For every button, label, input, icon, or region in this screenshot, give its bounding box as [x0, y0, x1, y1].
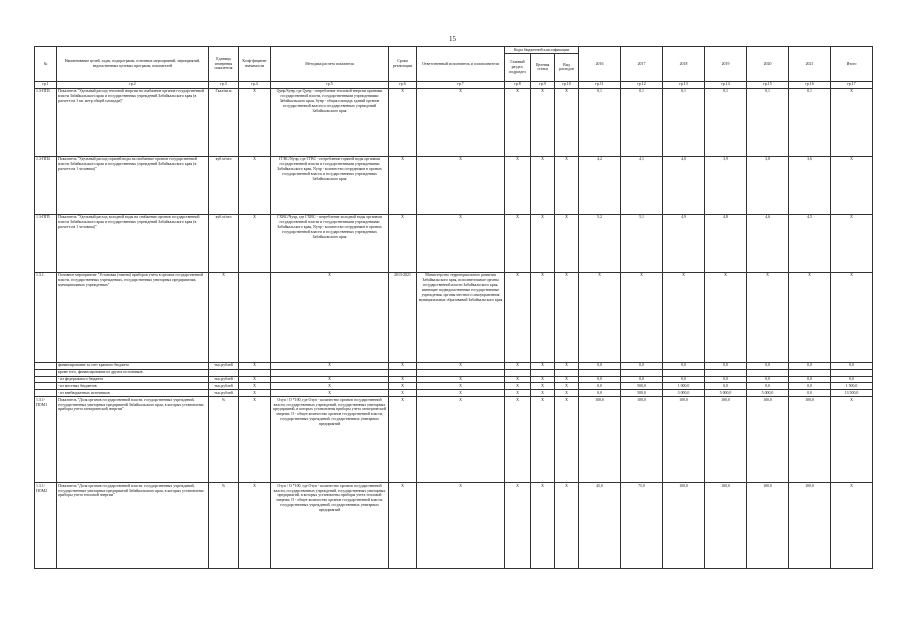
finance-year-value: 3 000,0: [663, 390, 705, 397]
row-num: [35, 383, 57, 390]
finance-method: X: [271, 383, 389, 390]
header-year: 2021: [789, 47, 831, 82]
finance-row: [35, 376, 873, 383]
row-year-value: 75,0: [621, 483, 663, 569]
row-responsible: Министерство территориального развития Забайкальского края, исполнительные органы государственной власти Забайкальского края, имеющие подведомственные государственные учреждения, органы местного самоуправления муниципальных образований Забайкальского края: [417, 272, 505, 362]
row-responsible: X: [417, 483, 505, 569]
row-year-value: 0,1: [705, 88, 747, 156]
page-number: 15: [449, 35, 456, 43]
row-budget-article: X: [531, 483, 555, 569]
header-year: 2017: [621, 47, 663, 82]
finance-year-value: [705, 369, 747, 376]
header-period: Сроки реализации: [389, 47, 417, 82]
finance-budget-type: X: [555, 383, 579, 390]
row-name: Показатель "Удельный расход тепловой энергии на снабжение органов государственной власти Забайкальского края и государственных учреждений Забайкальского края (в расчете на 1 кв. метр общей площади)": [57, 88, 209, 156]
finance-method: [271, 369, 389, 376]
header-total: Итого: [831, 47, 873, 82]
row-budget-type: X: [555, 214, 579, 272]
row-budget-type: X: [555, 156, 579, 214]
row-year-value: X: [621, 272, 663, 362]
row-name: Показатель "Удельный расход горячей воды на снабжение органов государственной власти Забайкальского края и государственных учреждений Забайкальского края (в расчете на 1 человека)": [57, 156, 209, 214]
header-method: Методика расчета показателя: [271, 47, 389, 82]
row-period: X: [389, 88, 417, 156]
row-method: Qунр/Sунр, где Qунр - потребление тепловой энергии органами государственной власти, государственными учреждениями Забайкальского края, Sунр - общая площадь зданий органов государственной власти и государственных учреждений Забайкальского края: [271, 88, 389, 156]
row-year-value: 4,9: [663, 214, 705, 272]
finance-budget-article: X: [531, 362, 555, 369]
finance-period: X: [389, 376, 417, 383]
row-name: Показатель "Удельный расход холодной воды на снабжение органов государственной власти Забайкальского края и государственных учреждений Забайкальского края (в расчете на 1 человека)": [57, 214, 209, 272]
finance-method: X: [271, 390, 389, 397]
finance-budget-section: [505, 369, 531, 376]
row-coef: X: [239, 483, 271, 569]
finance-year-value: 500,0: [621, 383, 663, 390]
column-number: гр.15: [747, 81, 789, 88]
row-year-value: 0,1: [579, 88, 621, 156]
row-coef: X: [239, 156, 271, 214]
row-year-value: 100,0: [663, 483, 705, 569]
row-coef: X: [239, 397, 271, 483]
finance-year-value: [621, 369, 663, 376]
row-num: 1.3.1-ПОМ1: [35, 397, 57, 483]
finance-budget-section: X: [505, 376, 531, 383]
column-number: гр.11: [579, 81, 621, 88]
finance-year-value: 0,0: [789, 390, 831, 397]
row-year-value: 100,0: [789, 397, 831, 483]
row-coef: [239, 272, 271, 362]
row-year-value: 100,0: [747, 397, 789, 483]
row-num: 1.3-ПП4: [35, 156, 57, 214]
row-year-value: 100,0: [705, 483, 747, 569]
finance-unit: [209, 369, 239, 376]
row-budget-article: X: [531, 214, 555, 272]
table-header: [35, 47, 873, 89]
row-budget-section: X: [505, 272, 531, 362]
row-unit: X: [209, 272, 239, 362]
header-year: 2018: [663, 47, 705, 82]
row-year-value: 0,1: [621, 88, 663, 156]
finance-year-value: 0,0: [747, 362, 789, 369]
row-coef: X: [239, 214, 271, 272]
row-total: X: [831, 156, 873, 214]
table-row: [35, 214, 873, 272]
finance-period: [389, 369, 417, 376]
header-year: 2020: [747, 47, 789, 82]
row-method: X: [271, 272, 389, 362]
finance-year-value: 0,0: [579, 362, 621, 369]
table-row: [35, 483, 873, 569]
finance-period: X: [389, 362, 417, 369]
finance-budget-section: X: [505, 383, 531, 390]
row-method: Оэуп / О *100, где Оэуп - количество органов государственной власти, государственных учреждений, государственных унитарных предприятий, в которых установлены приборы учета электрической энергии, О - общее количество органов государственной власти, государственных учреждений, государственных унитарных предприятий: [271, 397, 389, 483]
finance-year-value: 0,0: [621, 376, 663, 383]
finance-unit: тыс.рублей: [209, 362, 239, 369]
row-unit: %: [209, 397, 239, 483]
finance-budget-type: X: [555, 390, 579, 397]
column-number: гр.5: [271, 81, 389, 88]
finance-responsible: X: [417, 376, 505, 383]
row-year-value: X: [663, 272, 705, 362]
table-row: [35, 397, 873, 483]
row-year-value: 100,0: [663, 397, 705, 483]
column-number: гр.9: [531, 81, 555, 88]
finance-budget-article: [531, 369, 555, 376]
row-total: X: [831, 397, 873, 483]
row-year-value: 5,2: [579, 214, 621, 272]
row-budget-section: X: [505, 88, 531, 156]
finance-method: X: [271, 376, 389, 383]
finance-budget-section: X: [505, 390, 531, 397]
row-year-value: 100,0: [621, 397, 663, 483]
row-name: Показатель "Доля органов государственной власти, государственных учреждений, государственных унитарных предприятий Забайкальского края, в которых установлены приборы учета электрической энергии": [57, 397, 209, 483]
finance-year-value: 0,0: [579, 383, 621, 390]
column-number: гр.14: [705, 81, 747, 88]
header-responsible: Ответственный исполнитель и соисполнители: [417, 47, 505, 82]
finance-responsible: [417, 369, 505, 376]
row-year-value: 100,0: [705, 397, 747, 483]
row-year-value: 45,0: [579, 483, 621, 569]
finance-budget-section: X: [505, 362, 531, 369]
column-number: гр.1: [35, 81, 57, 88]
row-period: X: [389, 156, 417, 214]
row-num: [35, 362, 57, 369]
row-name: Основное мероприятие "Установка (замена) приборов учета в органах государственной власти, государственных учреждениях, государственных унитарных предприятиях, муниципальных учреждениях": [57, 272, 209, 362]
row-year-value: 5,1: [621, 214, 663, 272]
row-budget-section: X: [505, 483, 531, 569]
finance-year-value: 0,0: [621, 362, 663, 369]
finance-budget-article: X: [531, 390, 555, 397]
row-budget-article: X: [531, 397, 555, 483]
finance-row: [35, 390, 873, 397]
row-period: X: [389, 214, 417, 272]
row-year-value: X: [789, 272, 831, 362]
row-budget-article: X: [531, 272, 555, 362]
finance-coef: [239, 369, 271, 376]
row-year-value: 3,9: [705, 156, 747, 214]
finance-coef: X: [239, 383, 271, 390]
row-year-value: 4,0: [663, 156, 705, 214]
row-method: ГГВС/Nучр, где ГГВС - потребление горячей воды органами государственной власти и государственными учреждениями Забайкальского края, Nучр - количество сотрудников в органах государственной власти и государственных учреждениях Забайкальского края: [271, 156, 389, 214]
header-num: №: [35, 47, 57, 82]
row-budget-section: X: [505, 214, 531, 272]
column-number: гр.12: [621, 81, 663, 88]
finance-unit: тыс.рублей: [209, 383, 239, 390]
header-year: 2016: [579, 47, 621, 82]
column-number: гр.13: [663, 81, 705, 88]
finance-year-value: 1 000,0: [663, 383, 705, 390]
column-number: гр.8: [505, 81, 531, 88]
header-year: 2019: [705, 47, 747, 82]
finance-year-value: 0,0: [705, 383, 747, 390]
finance-year-value: 0,0: [747, 383, 789, 390]
column-number: гр.10: [555, 81, 579, 88]
finance-coef: X: [239, 362, 271, 369]
finance-year-value: 5 000,0: [747, 390, 789, 397]
row-year-value: 0,1: [747, 88, 789, 156]
row-year-value: 100,0: [747, 483, 789, 569]
row-budget-type: X: [555, 272, 579, 362]
row-responsible: X: [417, 397, 505, 483]
finance-year-value: 0,0: [705, 362, 747, 369]
finance-year-value: 0,0: [789, 376, 831, 383]
finance-total: 0,0: [831, 362, 873, 369]
finance-name: финансирование за счет краевого бюджета: [57, 362, 209, 369]
column-number: гр.6: [389, 81, 417, 88]
finance-total: 13 500,0: [831, 390, 873, 397]
row-period: X: [389, 397, 417, 483]
finance-year-value: [747, 369, 789, 376]
row-budget-type: X: [555, 397, 579, 483]
column-number: гр.16: [789, 81, 831, 88]
program-table: [34, 46, 873, 569]
header-budget-codes: Коды бюджетной классификации: [505, 47, 579, 54]
finance-budget-type: [555, 369, 579, 376]
column-number: гр.2: [57, 81, 209, 88]
table-row: [35, 272, 873, 362]
row-method: Отуп / О *100, где Отуп - количество органов государственной власти, государственных учреждений, государственных унитарных предприятий, в которых установлены приборы учета тепловой энергии, О - общее количество органов государственной власти, государственных учреждений, государственных унитарных предприятий: [271, 483, 389, 569]
header-budget-type: Вид расходов: [555, 53, 579, 81]
row-method: ГХВС/Nучр, где ГХВС - потребление холодной воды органами государственной власти и государственными учреждениями Забайкальского края, Nучр - количество сотрудников в органах государственной власти и государственных учреждениях Забайкальского края: [271, 214, 389, 272]
row-unit: куб.м/чел: [209, 156, 239, 214]
row-year-value: 3,8: [747, 156, 789, 214]
finance-budget-article: X: [531, 383, 555, 390]
row-num: [35, 390, 57, 397]
row-responsible: X: [417, 88, 505, 156]
row-year-value: X: [579, 272, 621, 362]
finance-year-value: [663, 369, 705, 376]
row-year-value: 4,5: [789, 214, 831, 272]
row-year-value: 4,6: [747, 214, 789, 272]
finance-method: X: [271, 362, 389, 369]
row-total: X: [831, 483, 873, 569]
row-coef: X: [239, 88, 271, 156]
row-year-value: 100,0: [579, 397, 621, 483]
row-unit: %: [209, 483, 239, 569]
column-number: гр.4: [239, 81, 271, 88]
finance-year-value: 0,0: [579, 376, 621, 383]
row-responsible: X: [417, 214, 505, 272]
row-budget-section: X: [505, 156, 531, 214]
finance-year-value: 0,0: [747, 376, 789, 383]
finance-row: [35, 383, 873, 390]
row-unit: куб.м/чел: [209, 214, 239, 272]
row-year-value: X: [705, 272, 747, 362]
row-budget-section: X: [505, 397, 531, 483]
finance-row: [35, 362, 873, 369]
row-year-value: 0,1: [789, 88, 831, 156]
table-row: [35, 156, 873, 214]
finance-period: X: [389, 390, 417, 397]
finance-year-value: 0,0: [789, 362, 831, 369]
row-num: 1.3-ПП3: [35, 88, 57, 156]
finance-budget-type: X: [555, 362, 579, 369]
finance-period: X: [389, 383, 417, 390]
row-budget-type: X: [555, 483, 579, 569]
row-year-value: 100,0: [789, 483, 831, 569]
row-total: X: [831, 88, 873, 156]
header-budget-article: Целевая статья: [531, 53, 555, 81]
row-total: X: [831, 272, 873, 362]
finance-responsible: X: [417, 390, 505, 397]
finance-total: 1 500,0: [831, 383, 873, 390]
row-budget-article: X: [531, 88, 555, 156]
finance-budget-type: X: [555, 376, 579, 383]
header-unit: Единица измерения показателя: [209, 47, 239, 82]
finance-year-value: 500,0: [621, 390, 663, 397]
finance-coef: X: [239, 376, 271, 383]
header-name: Наименование целей, задач, подпрограмм, основных мероприятий, мероприятий, ведомственных целевых программ, показателей: [57, 47, 209, 82]
row-total: X: [831, 214, 873, 272]
finance-unit: тыс.рублей: [209, 376, 239, 383]
row-year-value: X: [747, 272, 789, 362]
finance-name: - из внебюджетных источников: [57, 390, 209, 397]
finance-name: - из местных бюджетов: [57, 383, 209, 390]
row-year-value: 4,1: [621, 156, 663, 214]
row-year-value: 3,6: [789, 156, 831, 214]
finance-coef: X: [239, 390, 271, 397]
finance-year-value: 5 000,0: [705, 390, 747, 397]
finance-year-value: 0,0: [579, 390, 621, 397]
finance-responsible: X: [417, 362, 505, 369]
finance-year-value: 0,0: [789, 383, 831, 390]
row-name: Показатель "Доля органов государственной власти, государственных учреждений, государственных унитарных предприятий Забайкальского края, в которых установлены приборы учета тепловой энергии": [57, 483, 209, 569]
row-num: 1.3.1.: [35, 272, 57, 362]
row-budget-type: X: [555, 88, 579, 156]
row-num: 1.3.1-ПОМ2: [35, 483, 57, 569]
finance-name: - из федерального бюджета: [57, 376, 209, 383]
column-number: гр.3: [209, 81, 239, 88]
finance-year-value: 0,0: [705, 376, 747, 383]
column-number: гр.17: [831, 81, 873, 88]
row-num: 1.3-ПП5: [35, 214, 57, 272]
row-unit: Гкал/кв.м: [209, 88, 239, 156]
row-year-value: 4,2: [579, 156, 621, 214]
finance-budget-article: X: [531, 376, 555, 383]
finance-unit: тыс.рублей: [209, 390, 239, 397]
finance-year-value: [579, 369, 621, 376]
row-num: [35, 376, 57, 383]
row-year-value: 4,8: [705, 214, 747, 272]
finance-year-value: 0,0: [663, 362, 705, 369]
row-year-value: 0,1: [663, 88, 705, 156]
row-budget-article: X: [531, 156, 555, 214]
row-period: 2013-2021: [389, 272, 417, 362]
row-responsible: X: [417, 156, 505, 214]
finance-responsible: X: [417, 383, 505, 390]
finance-row: [35, 369, 873, 376]
finance-year-value: 0,0: [663, 376, 705, 383]
finance-name: кроме того, финансирование из других источников:: [57, 369, 209, 376]
column-number: гр.7: [417, 81, 505, 88]
row-period: X: [389, 483, 417, 569]
header-coef: Коэф-фициент значимости: [239, 47, 271, 82]
finance-year-value: [789, 369, 831, 376]
finance-total: 0,0: [831, 376, 873, 383]
table-row: [35, 88, 873, 156]
finance-total: [831, 369, 873, 376]
row-num: [35, 369, 57, 376]
header-budget-section: Главный раздел, подраздел: [505, 53, 531, 81]
